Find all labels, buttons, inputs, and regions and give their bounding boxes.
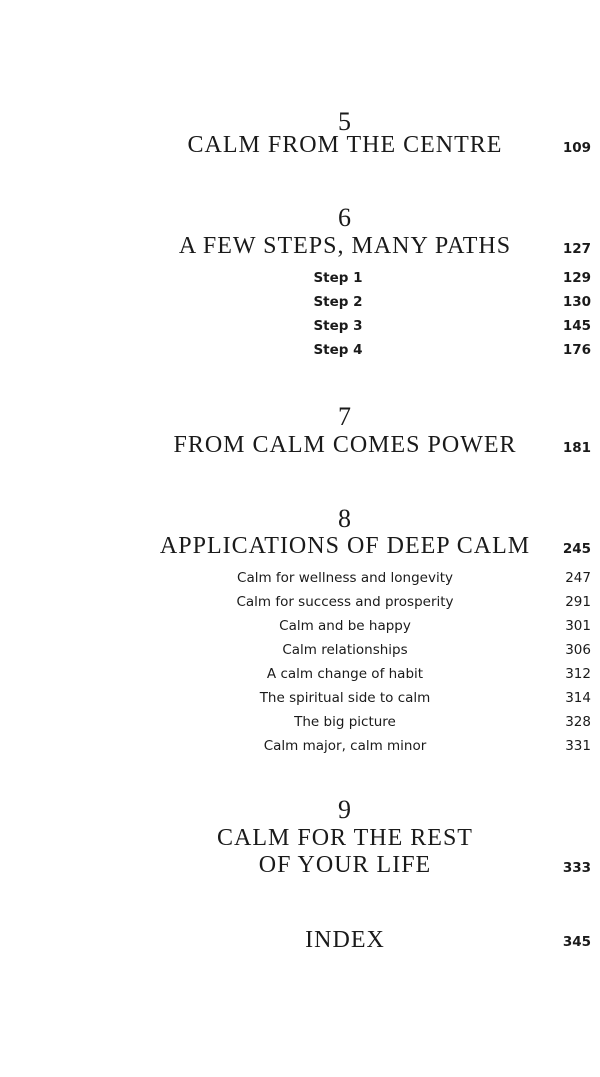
section-title: Calm for wellness and longevity (237, 570, 453, 586)
page-number: 176 (562, 342, 591, 358)
section-title: Calm relationships (282, 642, 408, 658)
page-number: 291 (565, 594, 591, 610)
page-number: 245 (562, 541, 591, 557)
section-title: Calm for success and prosperity (236, 594, 454, 610)
page-number: 345 (562, 934, 591, 950)
section-title: Step 1 (313, 270, 363, 286)
section-title: Step 2 (313, 294, 363, 310)
index-title: INDEX (305, 927, 385, 953)
page-number: 306 (565, 642, 591, 658)
section-title: The spiritual side to calm (259, 690, 431, 706)
section-title: A calm change of habit (266, 666, 424, 682)
section-title: Calm major, calm minor (263, 738, 427, 754)
section-title: Step 3 (313, 318, 363, 334)
page-number: 145 (562, 318, 591, 334)
page-number: 130 (562, 294, 591, 310)
section-title: Step 4 (313, 342, 363, 358)
page-number: 127 (562, 241, 591, 257)
section-title: The big picture (294, 714, 396, 730)
chapter-title-line-1: CALM FOR THE REST (217, 825, 473, 851)
chapter-number: 7 (338, 402, 352, 431)
page-number: 328 (565, 714, 591, 730)
section-title: Calm and be happy (279, 618, 411, 634)
page-number: 247 (565, 570, 591, 586)
page-number: 314 (565, 690, 591, 706)
page-number: 301 (565, 618, 591, 634)
chapter-number: 8 (338, 504, 352, 533)
chapter-number: 9 (338, 795, 352, 824)
chapter-title: APPLICATIONS OF DEEP CALM (159, 533, 531, 559)
page-number: 331 (565, 738, 591, 754)
page-number: 333 (562, 860, 591, 876)
chapter-title: CALM FROM THE CENTRE (187, 132, 503, 158)
page-number: 109 (562, 140, 591, 156)
chapter-title: A FEW STEPS, MANY PATHS (178, 233, 512, 259)
chapter-title: FROM CALM COMES POWER (173, 432, 517, 458)
page-number: 129 (562, 270, 591, 286)
page-number: 312 (565, 666, 591, 682)
chapter-number: 6 (338, 203, 352, 232)
chapter-number: 5 (338, 107, 352, 136)
chapter-title-line-2: OF YOUR LIFE (258, 852, 432, 878)
page-number: 181 (562, 440, 591, 456)
